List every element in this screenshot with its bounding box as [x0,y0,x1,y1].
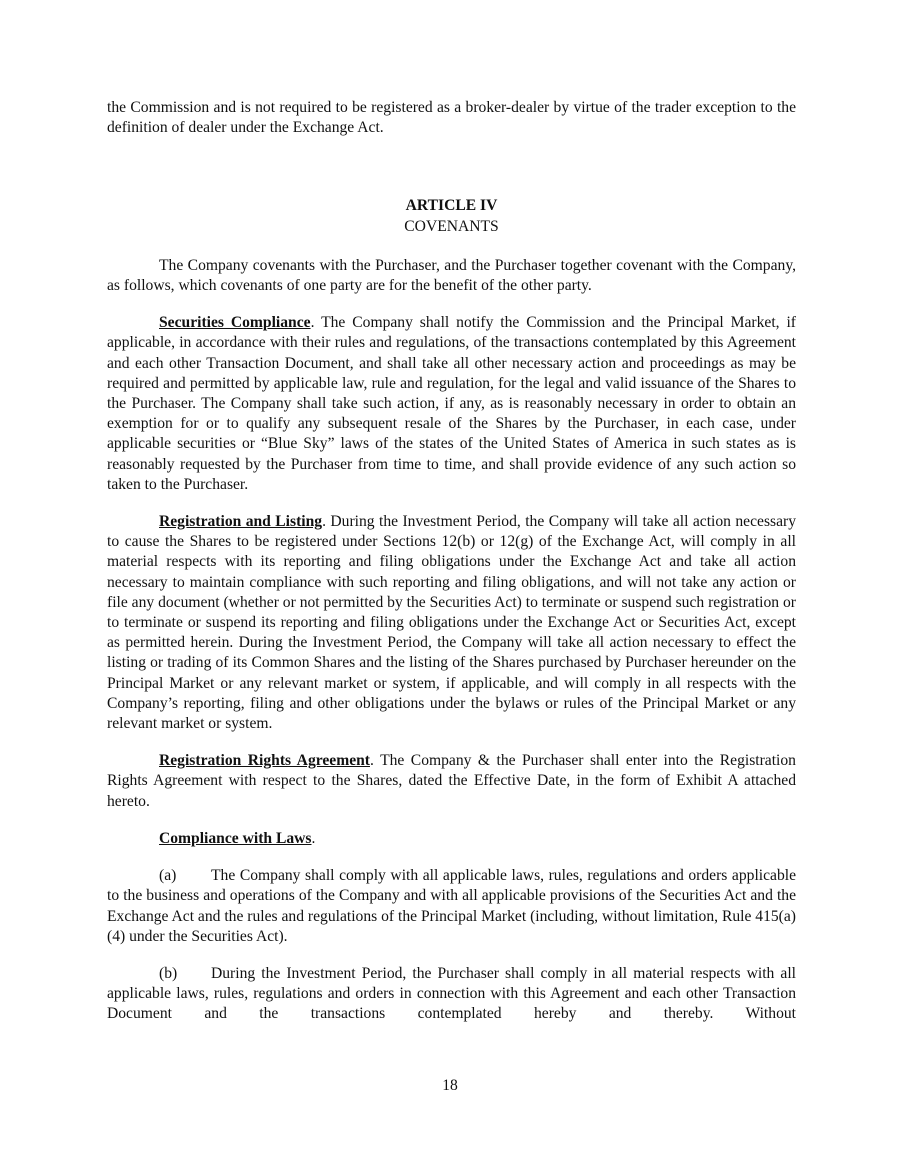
section-text: . [311,829,316,847]
section-heading: Registration and Listing [159,513,323,531]
subsection-text: During the Investment Period, the Purchaser shall comply in all material respects with all applicable laws, rules, regulations and orders in connection with this Agreement and each other Transaction Document and the transactions contemplated hereby and thereby. Without [107,964,796,1023]
intro-paragraph: the Commission and is not required to be registered as a broker-dealer by virtue of the trader exception to the definition of dealer under the Exchange Act. [107,99,796,137]
subsection-text: The Company shall comply with all applicable laws, rules, regulations and orders applicable to the business and operations of the Company and with all applicable provisions of the Securities Act and the Exchange Act and the rules and regulations of the Principal Market (including, without limitation, Rule 415(a)(4) under the Securities Act). [107,867,796,945]
section-text: . The Company shall notify the Commission and the Principal Market, if applicable, in accordance with their rules and regulations, of the transactions contemplated by this Agreement and each other Transaction Document, and shall take all other necessary action and proceedings as may be required and permitted by applicable law, rule and regulation, for the legal and valid issuance of the Shares to the Purchaser. The Company shall take such action, if any, as is reasonably necessary in order to obtain an exemption for or to qualify any subsequent resale of the Shares by the Purchaser, in each case, under applicable securities or “Blue Sky” laws of the states of the United States of America in such states as is reasonably requested by the Purchaser from time to time, and shall provide evidence of any such action so taken to the Purchaser. [107,314,796,493]
document-page [107,98,796,1025]
section-registration-listing [107,512,796,734]
section-heading: Compliance with Laws [159,829,312,847]
preamble-paragraph: The Company covenants with the Purchaser, and the Purchaser together covenant with the Company, as follows, which covenants of one party are for the benefit of the other party. [107,256,796,295]
article-title: COVENANTS [404,217,499,235]
subsection-label: (a) [159,867,177,885]
subsection-label: (b) [159,964,178,982]
section-securities-compliance [107,313,796,495]
section-compliance-laws [107,829,796,849]
article-number: ARTICLE IV [405,197,498,215]
subsection-a [107,866,796,947]
section-heading: Registration Rights Agreement [159,752,370,770]
spacer [107,138,796,196]
section-heading: Securities Compliance [159,314,311,332]
section-text: . During the Investment Period, the Company will take all action necessary to cause the Shares to be registered under Sections 12(b) or 12(g) of the Exchange Act, will comply in all material respects with its reporting and filing obligations under the Exchange Act and take all action necessary to maintain compliance with such reporting and filing obligations, and will not take any action or file any document (whether or not permitted by the Securities Act) to terminate or suspend such registration or to terminate or suspend its reporting and filing obligations under the Exchange Act or Securities Act, except as permitted herein. During the Investment Period, the Company will take all action necessary to effect the listing or trading of its Common Shares and the listing of the Shares purchased by Purchaser hereunder on the Principal Market or any relevant market or system, if applicable, and will comply in all respects with the Company’s reporting, filing and other obligations under the bylaws or rules of the Principal Market or any relevant market or system. [107,513,796,733]
section-registration-rights [107,751,796,812]
subsection-b [107,964,796,1025]
page-number: 18 [442,1077,458,1094]
section-text: . The Company & the Purchaser shall enter into the Registration Rights Agreement with respect to the Shares, dated the Effective Date, in the form of Exhibit A attached hereto. [107,752,796,810]
